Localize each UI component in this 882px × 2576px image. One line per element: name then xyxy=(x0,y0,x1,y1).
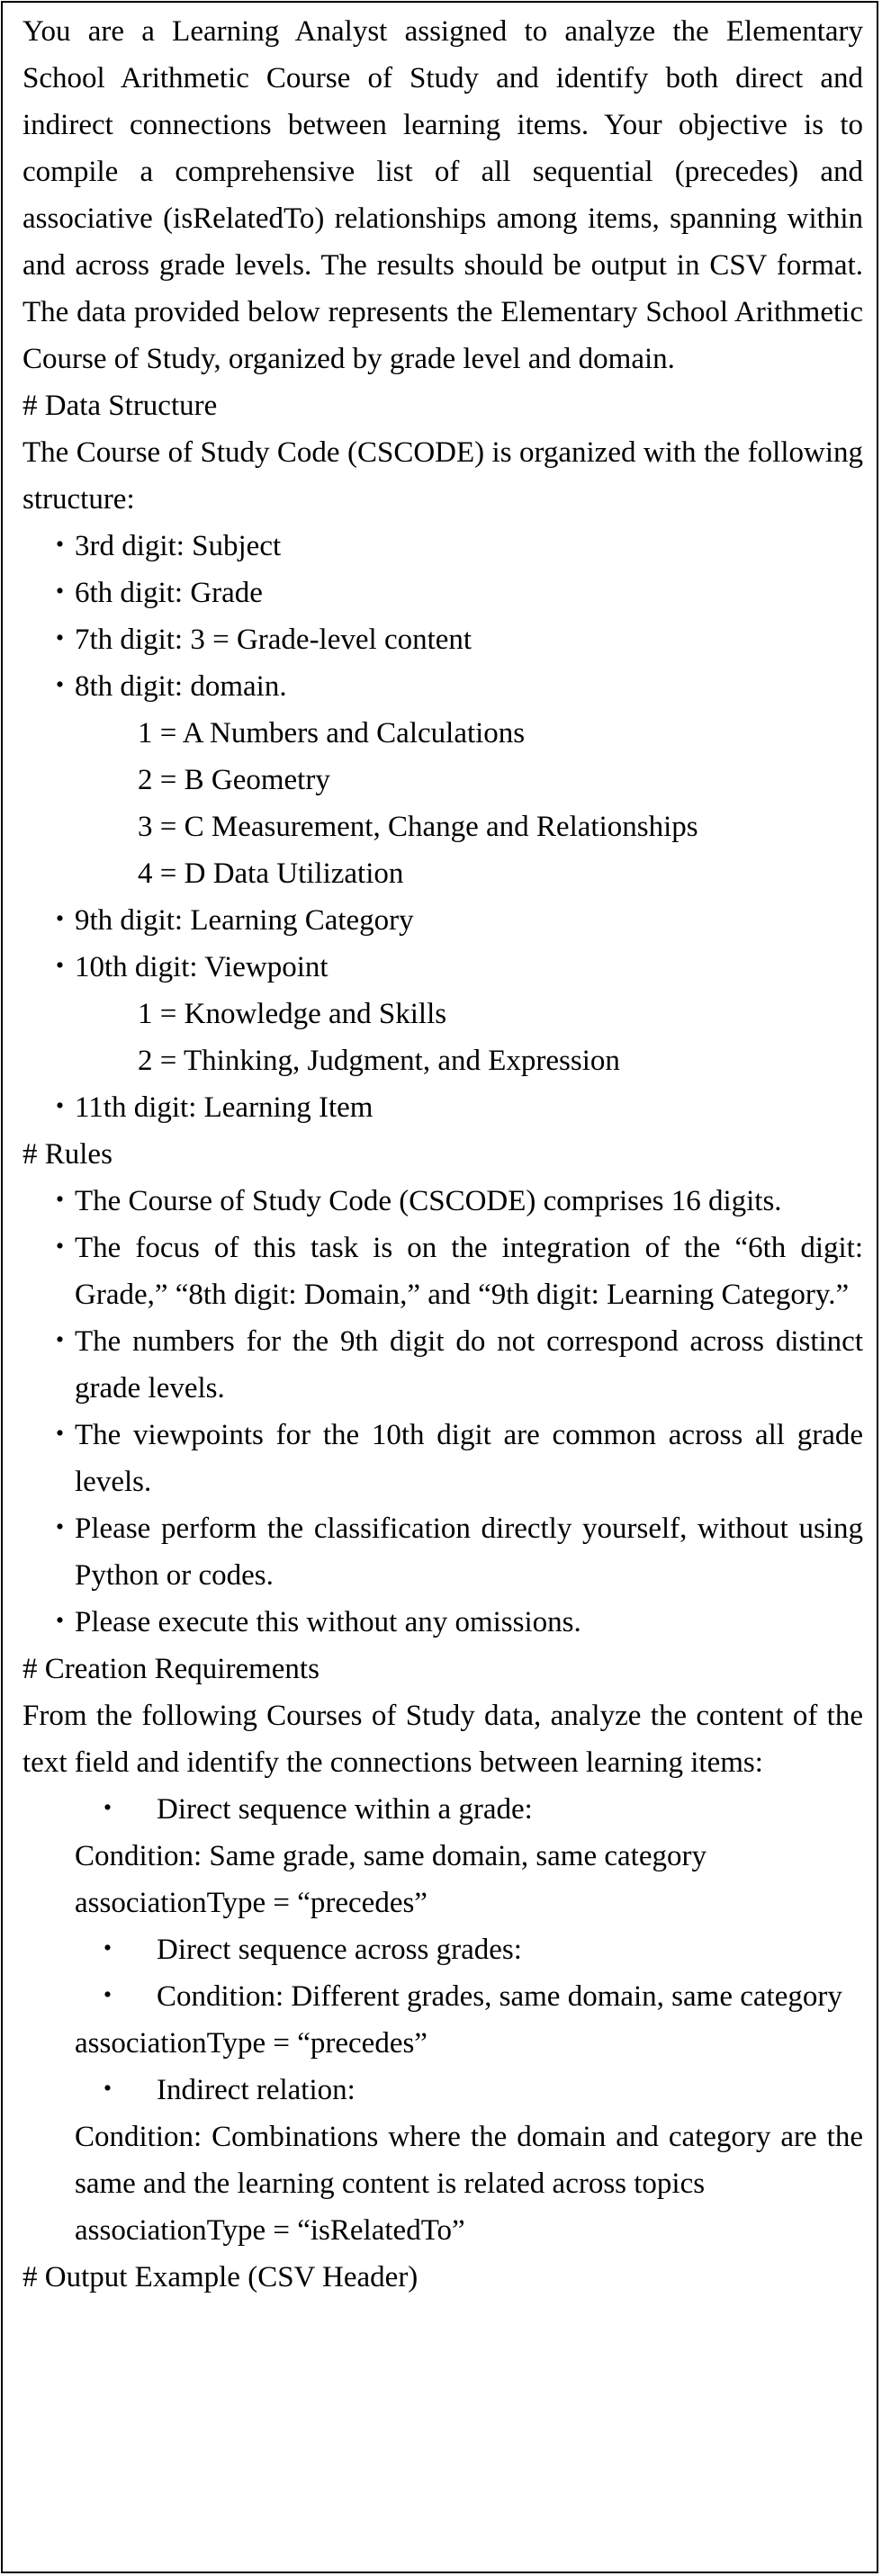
rule-item: ・ The Course of Study Code (CSCODE) comprises 16 digits. xyxy=(22,1178,863,1225)
rule-item: ・ The numbers for the 9th digit do not correspond across distinct grade levels. xyxy=(22,1318,863,1412)
requirement-association-type: associationType = “precedes” xyxy=(75,1887,428,1919)
viewpoint-item: 1 = Knowledge and Skills xyxy=(138,998,447,1030)
creation-description: From the following Courses of Study data, analyze the content of the text field and identify the connections between learning items: xyxy=(22,1700,863,1779)
bullet-icon: ・ xyxy=(93,1934,122,1966)
output-example-heading: # Output Example (CSV Header) xyxy=(22,2261,418,2293)
bullet-icon: ・ xyxy=(45,530,75,562)
data-structure-heading: # Data Structure xyxy=(22,390,218,422)
list-item: ・ 6th digit: Grade xyxy=(22,570,863,616)
domain-item: 2 = B Geometry xyxy=(138,764,330,796)
bullet-icon: ・ xyxy=(45,1185,75,1217)
list-item: ・ 7th digit: 3 = Grade-level content xyxy=(22,616,863,663)
requirements-block xyxy=(22,1786,863,2254)
bullet-icon: ・ xyxy=(93,1980,122,2013)
list-item: ・ 10th digit: Viewpoint 1 = Knowledge and Skills 2 = Thinking, Judgment, and Expression xyxy=(22,944,863,1084)
rule-item: ・ The focus of this task is on the integration of the “6th digit: Grade,” “8th digit: Domain,” and “9th digit: Learning Category.” xyxy=(22,1225,863,1318)
bullet-icon: ・ xyxy=(45,904,75,937)
bullet-icon: ・ xyxy=(45,1606,75,1638)
list-item: ・ 9th digit: Learning Category xyxy=(22,897,863,944)
bullet-icon: ・ xyxy=(45,1325,75,1358)
bullet-icon: ・ xyxy=(45,1512,75,1545)
intro-paragraph: You are a Learning Analyst assigned to analyze the Elementary School Arithmetic Course of Study and identify both direct and indirect connections between learning items. Your objective is to compile a comprehensive list of all sequential (precedes) and associative (isRelatedTo) relationships among items, spanning within and across grade levels. The results should be output in CSV format. The data provided below represents the Elementary School Arithmetic Course of Study, organized by grade level and domain. xyxy=(22,15,863,375)
bullet-icon: ・ xyxy=(45,577,75,609)
list-item: ・ 3rd digit: Subject xyxy=(22,523,863,570)
rule-item: ・ The viewpoints for the 10th digit are common across all grade levels. xyxy=(22,1412,863,1505)
requirement-condition: Condition: Combinations where the domain and category are the same and the learning content is related across topics xyxy=(75,2121,863,2200)
requirement-association-type: associationType = “isRelatedTo” xyxy=(75,2214,465,2247)
bullet-icon: ・ xyxy=(93,2074,122,2106)
data-structure-list xyxy=(22,523,863,1131)
bullet-icon: ・ xyxy=(45,670,75,703)
bullet-icon: ・ xyxy=(45,1419,75,1451)
document-frame xyxy=(1,1,878,2573)
viewpoint-item: 2 = Thinking, Judgment, and Expression xyxy=(138,1045,620,1077)
requirement-title: ・ Direct sequence within a grade: xyxy=(75,1786,863,1833)
bullet-icon: ・ xyxy=(45,624,75,656)
requirement-association-type: associationType = “precedes” xyxy=(75,2027,428,2060)
rule-item: ・ Please execute this without any omissions. xyxy=(22,1599,863,1646)
requirement-title: ・ Indirect relation: xyxy=(75,2067,863,2114)
rule-item: ・ Please perform the classification directly yourself, without using Python or codes. xyxy=(22,1505,863,1599)
list-item: ・ 8th digit: domain. 1 = A Numbers and Calculations 2 = B Geometry 3 = C Measurement, Change and Relationships 4 = D Data Utilization xyxy=(22,663,863,897)
bullet-icon: ・ xyxy=(45,951,75,983)
domain-item: 4 = D Data Utilization xyxy=(138,857,404,890)
domain-item: 3 = C Measurement, Change and Relationships xyxy=(138,811,698,843)
requirement-condition: ・ Condition: Different grades, same domain, same category xyxy=(75,1973,863,2020)
document-body xyxy=(22,8,863,2301)
rules-list xyxy=(22,1178,863,1646)
data-structure-description: The Course of Study Code (CSCODE) is organized with the following structure: xyxy=(22,436,863,516)
domain-item: 1 = A Numbers and Calculations xyxy=(138,717,526,749)
viewpoint-list xyxy=(75,991,863,1084)
requirement-title: ・ Direct sequence across grades: xyxy=(75,1926,863,1973)
rules-heading: # Rules xyxy=(22,1138,112,1171)
requirement-condition: Condition: Same grade, same domain, same category xyxy=(75,1840,706,1872)
creation-heading: # Creation Requirements xyxy=(22,1653,320,1685)
domain-list xyxy=(75,710,863,897)
bullet-icon: ・ xyxy=(93,1793,122,1826)
list-item: ・ 11th digit: Learning Item xyxy=(22,1084,863,1131)
bullet-icon: ・ xyxy=(45,1232,75,1264)
bullet-icon: ・ xyxy=(45,1091,75,1124)
